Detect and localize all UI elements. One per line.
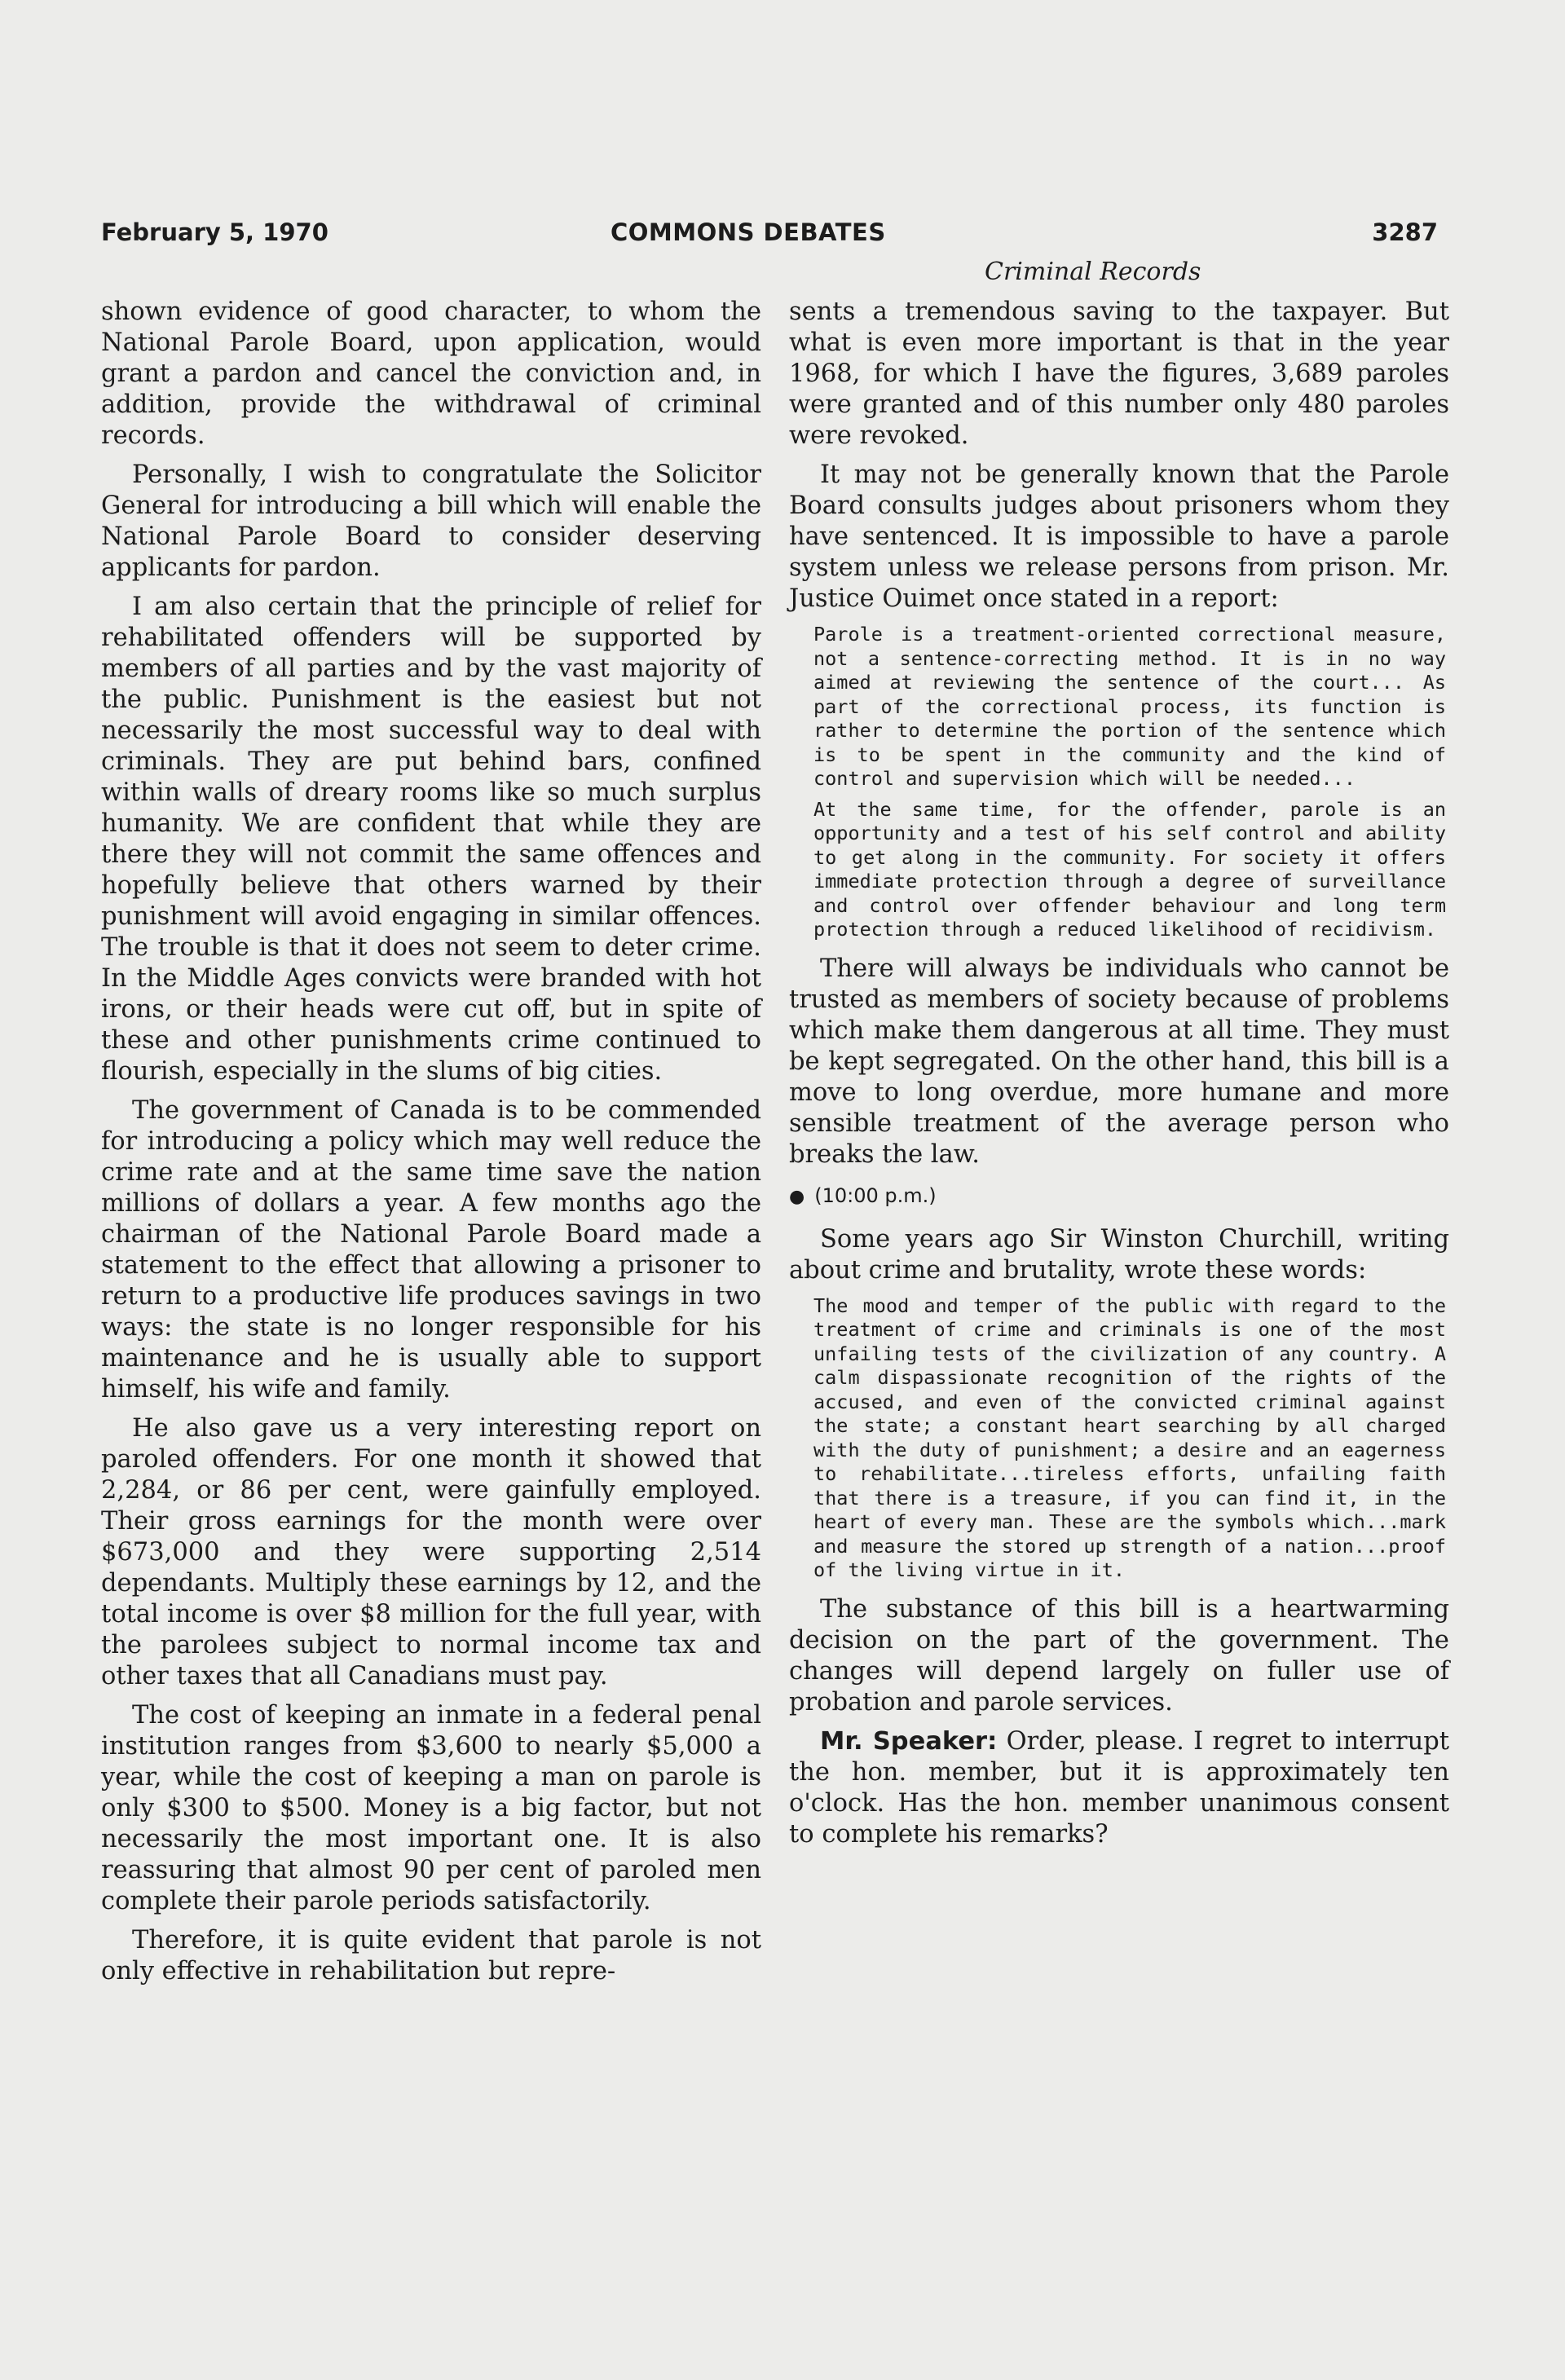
block-quote: At the same time, for the offender, parole is an opportunity and a test of his self control and ability to get along in the community. For society it offers immediate protection through a degree of surveillance and control over offender behaviour and long term protection through a reduced likelihood of recidivism.: [813, 797, 1446, 941]
page-number: 3287: [1372, 218, 1438, 246]
paragraph: shown evidence of good character, to whom the National Parole Board, upon application, would grant a pardon and cancel the conviction and, in addition, provide the withdrawal of criminal records.: [101, 298, 761, 450]
paragraph: Some years ago Sir Winston Churchill, writing about crime and brutality, wrote these words:: [789, 1224, 1449, 1285]
header-title: COMMONS DEBATES: [611, 218, 886, 246]
speaker-paragraph: [789, 1726, 1449, 1850]
paragraph: The cost of keeping an inmate in a federal penal institution ranges from $3,600 to nearly $5,000 a year, while the cost of keeping a man on parole is only $300 to $500. Money is a big factor, but not necessarily the most important one. It is also reassuring that almost 90 per cent of paroled men complete their parole periods satisfactorily.: [101, 1701, 761, 1915]
paragraph: There will always be individuals who cannot be trusted as members of society because of problems which make them dangerous at all time. They must be kept segregated. On the other hand, this bill is a move to long overdue, more humane and more sensible treatment of the average person who breaks the law.: [789, 954, 1449, 1169]
left-column: [101, 297, 761, 1995]
speaker-text: Order, please. I regret to interrupt the hon. member, but it is approximately ten o'clock. Has the hon. member unanimous consent to complete his remarks?: [789, 1726, 1449, 1849]
speaker-label: Mr. Speaker:: [820, 1726, 998, 1756]
paragraph: sents a tremendous saving to the taxpayer. But what is even more important is that in the year 1968, for which I have the figures, 3,689 paroles were granted and of this number only 480 paroles were revoked.: [789, 298, 1449, 450]
paragraph: Personally, I wish to congratulate the Solicitor General for introducing a bill which will enable the National Parole Board to consider deserving applicants for pardon.: [101, 461, 761, 582]
right-column: [789, 297, 1449, 1858]
page-header: [101, 218, 1438, 254]
paragraph: Therefore, it is quite evident that parole is not only effective in rehabilitation but repre-: [101, 1926, 761, 1986]
header-date: February 5, 1970: [101, 218, 328, 246]
paragraph: He also gave us a very interesting report on paroled offenders. For one month it showed that 2,284, or 86 per cent, were gainfully employed. Their gross earnings for the month were over $673,000 and they were supporting 2,514 dependants. Multiply these earnings by 12, and the total income is over $8 million for the full year, with the parolees subject to normal income tax and other taxes that all Canadians must pay.: [101, 1414, 761, 1690]
paragraph: The substance of this bill is a heartwarming decision on the part of the government. The changes will depend largely on fuller use of probation and parole services.: [789, 1594, 1449, 1717]
time-marker: [789, 1180, 1449, 1213]
block-quote: Parole is a treatment-oriented correctional measure, not a sentence-correcting method. It is in no way aimed at reviewing the sentence of the court... As part of the correctional process, its function is rather to determine the portion of the sentence which is to be spent in the community and the kind of control and supervision which will be needed...: [813, 623, 1446, 790]
time-text: (10:00 p.m.): [814, 1183, 937, 1207]
block-quote: The mood and temper of the public with regard to the treatment of crime and criminals is one of the most unfailing tests of the civilization of any country. A calm dispassionate recognition of the rights of the accused, and even of the convicted criminal against the state; a constant heart searching by all charged with the duty of punishment; a desire and an eagerness to rehabilitate...tireless efforts, unfailing faith that there is a treasure, if you can find it, in the heart of every man. These are the symbols which...mark and measure the stored up strength of a nation...proof of the living virtue in it.: [813, 1294, 1446, 1581]
section-title: Criminal Records: [985, 258, 1201, 286]
bullet-icon: ●: [789, 1186, 805, 1207]
paragraph: It may not be generally known that the Parole Board consults judges about prisoners whom they have sentenced. It is impossible to have a parole system unless we release persons from prison. Mr. Justice Ouimet once stated in a report:: [789, 461, 1449, 613]
paragraph: The government of Canada is to be commended for introducing a policy which may well reduce the crime rate and at the same time save the nation millions of dollars a year. A few months ago the chairman of the National Parole Board made a statement to the effect that allowing a prisoner to return to a productive life produces savings in two ways: the state is no longer responsible for his maintenance and he is usually able to support himself, his wife and family.: [101, 1096, 761, 1404]
paragraph: I am also certain that the principle of relief for rehabilitated offenders will be supported by members of all parties and by the vast majority of the public. Punishment is the easiest but not necessarily the most successful way to deal with criminals. They are put behind bars, confined within walls of dreary rooms like so much surplus humanity. We are confident that while they are there they will not commit the same offences and hopefully believe that others warned by their punishment will avoid engaging in similar offences. The trouble is that it does not seem to deter crime. In the Middle Ages convicts were branded with hot irons, or their heads were cut off, but in spite of these and other punishments crime continued to flourish, especially in the slums of big cities.: [101, 593, 761, 1086]
